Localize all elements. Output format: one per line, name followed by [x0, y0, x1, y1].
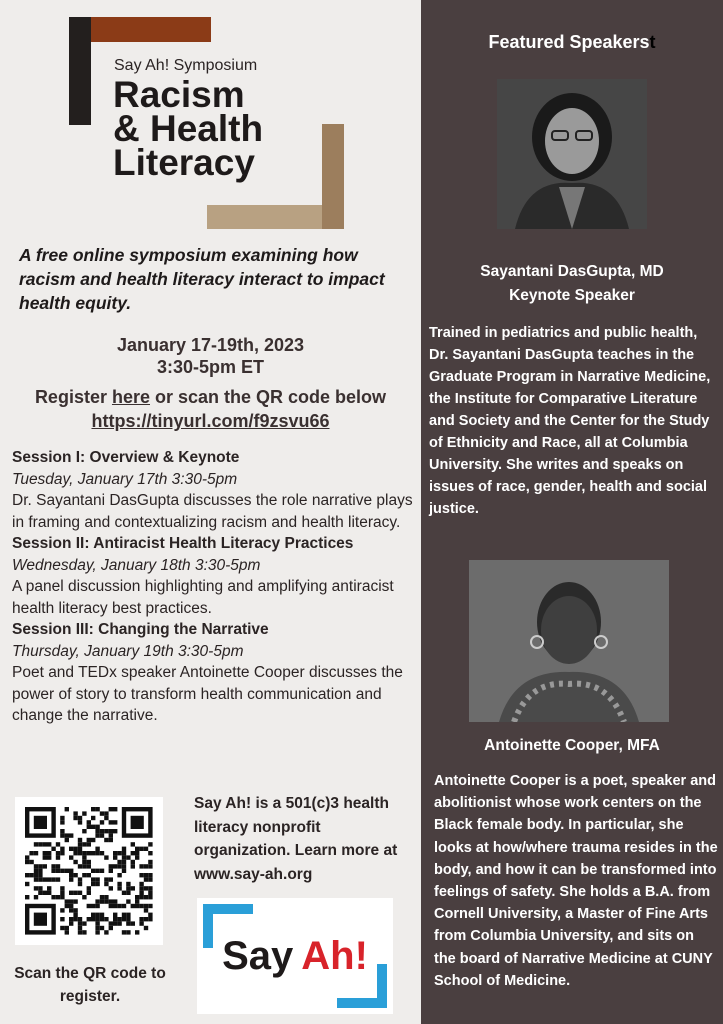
qr-code-graphic: [15, 797, 163, 945]
sayah-logo-text: [197, 898, 393, 1014]
logo-title-line: & Health: [113, 108, 264, 149]
qr-caption: Scan the QR code to register.: [14, 965, 166, 1005]
speaker-bio: Antoinette Cooper is a poet, speaker and abolitionist whose work centers on the Black female body. In particular, she looks at how/where trauma resides in the body, and how it can be transformed into feelings of safety. She holds a B.A. from Cornell University, a Master of Fine Arts from Columbia University, and sits on the board of Narrative Medicine at CUNY School of Medicine.: [434, 773, 718, 989]
session-description: Dr. Sayantani DasGupta discusses the role narrative plays in framing and contextualizing racism and health literacy.: [12, 492, 413, 531]
register-link[interactable]: here: [111, 387, 150, 407]
register-post: or scan the QR code below: [150, 387, 387, 407]
register-pre: Register: [34, 387, 112, 407]
logo-bar-tan: [207, 205, 322, 229]
portrait-placeholder-icon: [497, 79, 647, 229]
session-description: Poet and TEDx speaker Antoinette Cooper discusses the power of story to transform health communication and change the narrative.: [12, 664, 403, 724]
session-title: Session II: Antiracist Health Literacy Practices: [12, 535, 354, 552]
featured-heading-text: Featured Speakers: [488, 32, 650, 52]
session-description: A panel discussion highlighting and amplifying antiracist health literacy best practices.: [12, 578, 394, 617]
logo-bar-dark: [69, 17, 91, 125]
session-title: Session III: Changing the Narrative: [12, 621, 269, 638]
qr-code[interactable]: [15, 797, 163, 945]
portrait-placeholder-icon: [469, 560, 669, 722]
org-description: Say Ah! is a 501(c)3 health literacy nonprofit organization. Learn more at www.say-ah.org: [194, 795, 398, 883]
speaker-name-text: Antoinette Cooper, MFA: [484, 737, 660, 754]
register-line: [0, 385, 421, 409]
logo-subtitle: Say Ah! Symposium: [114, 57, 258, 74]
featured-heading: [421, 32, 723, 53]
logo-title-line: Racism: [113, 74, 245, 115]
register-block: [0, 385, 421, 433]
session-date: Tuesday, January 17th 3:30-5pm: [12, 470, 238, 488]
session-date: Wednesday, January 18th 3:30-5pm: [12, 556, 261, 574]
session-date: Thursday, January 19th 3:30-5pm: [12, 642, 244, 660]
logo-bar-brown: [322, 124, 344, 229]
session-item: [12, 619, 417, 727]
session-item: [12, 533, 417, 619]
tagline: A free online symposium examining how racism and health literacy interact to impact health equity.: [19, 245, 385, 313]
sayah-logo: [197, 898, 393, 1014]
logo-title-line: Literacy: [113, 142, 255, 183]
logo-title: [113, 74, 264, 183]
featured-heading-tail: t: [649, 32, 656, 52]
speaker-role: Keynote Speaker: [509, 287, 635, 304]
speaker-bio: Trained in pediatrics and public health, Dr. Sayantani DasGupta teaches in the Graduate Program in Narrative Medicine, the Institute for Comparative Literature and Society and the Center for the Study of Ethnicity and Race, all at Columbia University. She writes and speaks on issues of race, gender, health and social justice.: [429, 325, 711, 517]
logo-bar-rust: [91, 17, 211, 42]
speaker-name-text: Sayantani DasGupta, MD: [480, 263, 664, 280]
sessions-list: [12, 447, 417, 727]
speaker-photo-cooper: [469, 560, 669, 722]
speaker-name: [421, 260, 723, 308]
speaker-photo-dasgupta: [497, 79, 647, 229]
featured-speakers-panel: [421, 0, 723, 1024]
sayah-logo-say: Say: [222, 933, 294, 978]
session-title: Session I: Overview & Keynote: [12, 449, 240, 466]
session-item: [12, 447, 417, 533]
event-time-text: 3:30-5pm ET: [156, 357, 265, 377]
sayah-logo-ah: Ah!: [301, 933, 368, 978]
speaker-name: [421, 734, 723, 758]
event-date-text: January 17-19th, 2023: [116, 335, 305, 355]
register-url[interactable]: https://tinyurl.com/f9zsvu66: [91, 411, 330, 431]
event-dates: [0, 334, 421, 378]
